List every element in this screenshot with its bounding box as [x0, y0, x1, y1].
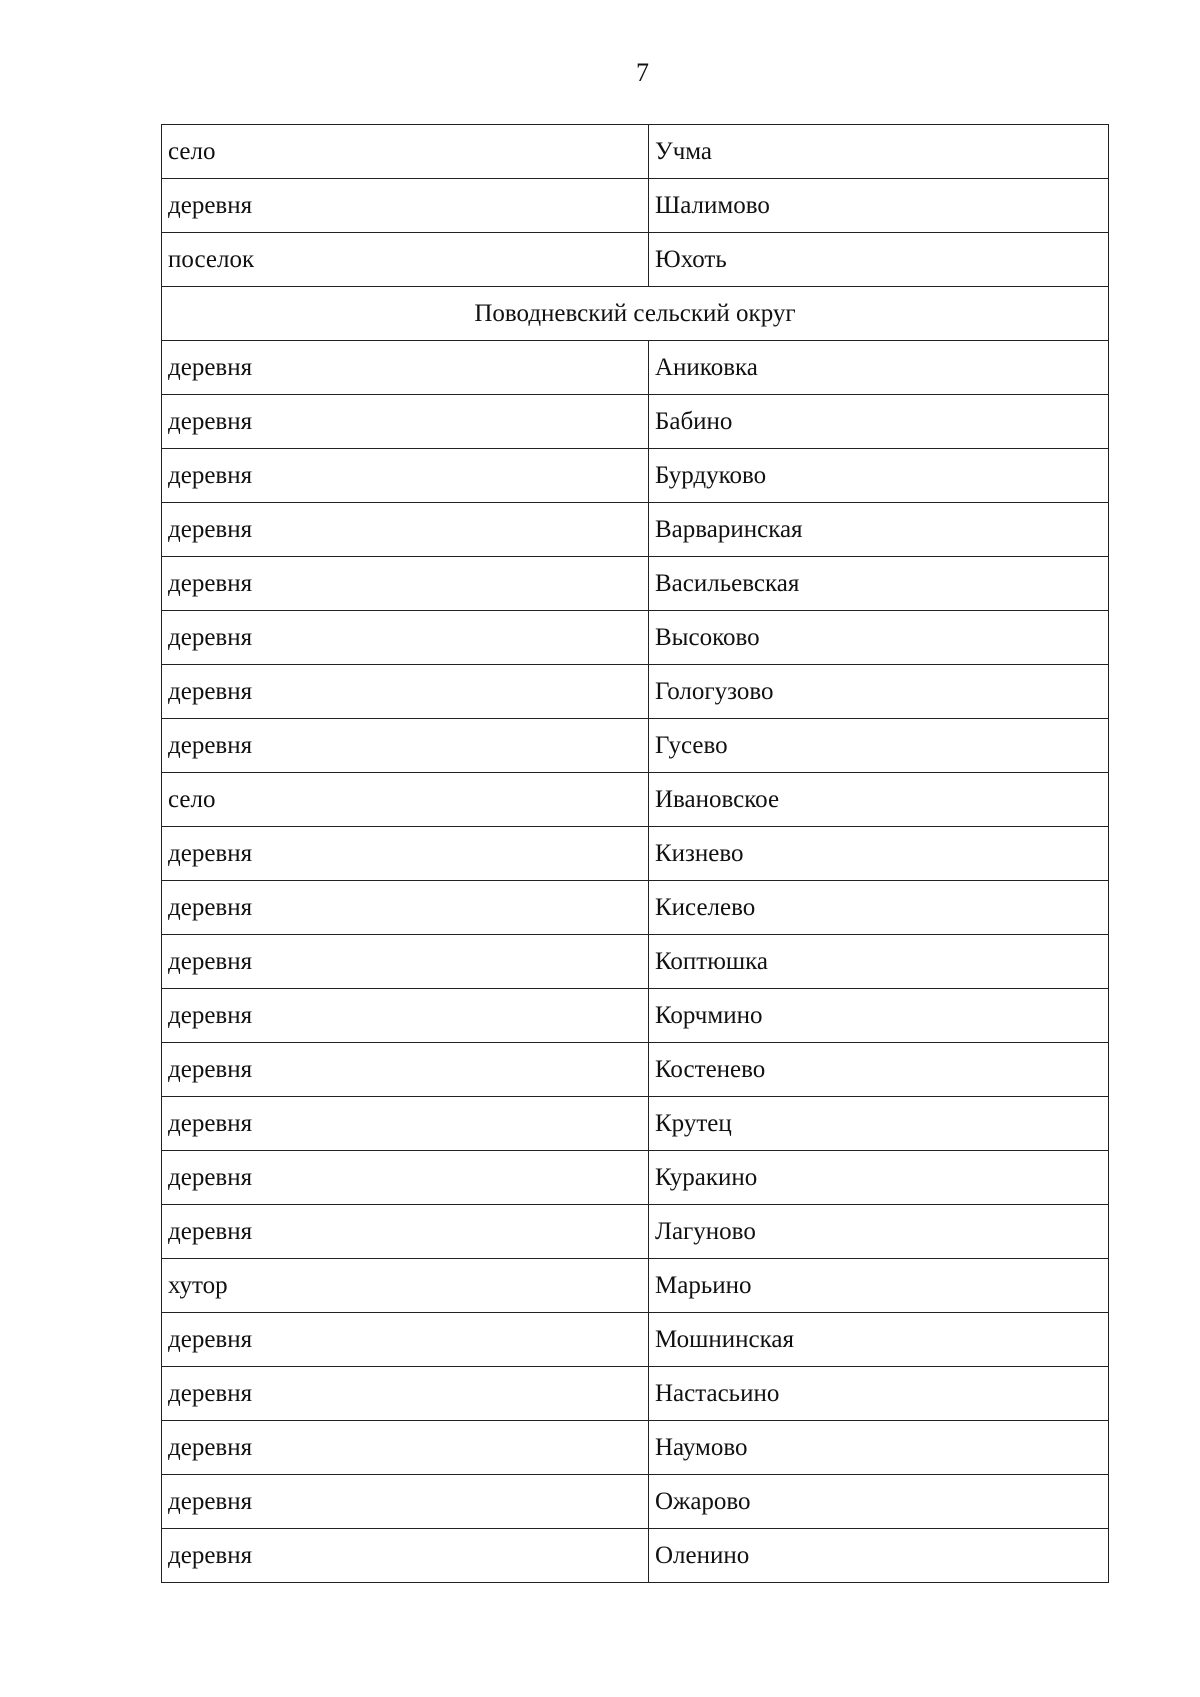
settlement-name-cell: Шалимово [649, 179, 1109, 233]
settlement-name-cell: Наумово [649, 1421, 1109, 1475]
settlement-name-cell: Коптюшка [649, 935, 1109, 989]
settlement-name-cell: Ожарово [649, 1475, 1109, 1529]
table-row [162, 395, 1109, 449]
table-row [162, 1367, 1109, 1421]
settlement-name-cell: Высоково [649, 611, 1109, 665]
settlement-name-cell: Юхоть [649, 233, 1109, 287]
table-row [162, 341, 1109, 395]
settlement-type-cell: деревня [162, 503, 649, 557]
table-row [162, 179, 1109, 233]
settlement-type-cell: деревня [162, 395, 649, 449]
settlement-type-cell: деревня [162, 1205, 649, 1259]
table-row [162, 1259, 1109, 1313]
settlement-type-cell: деревня [162, 1529, 649, 1583]
settlement-type-cell: хутор [162, 1259, 649, 1313]
table-row [162, 233, 1109, 287]
settlement-name-cell: Бабино [649, 395, 1109, 449]
settlement-type-cell: деревня [162, 1043, 649, 1097]
settlement-name-cell: Киселево [649, 881, 1109, 935]
settlement-name-cell: Марьино [649, 1259, 1109, 1313]
settlement-name-cell: Мошнинская [649, 1313, 1109, 1367]
settlement-name-cell: Корчмино [649, 989, 1109, 1043]
settlement-type-cell: деревня [162, 935, 649, 989]
settlement-name-cell: Кизнево [649, 827, 1109, 881]
table-row [162, 719, 1109, 773]
settlement-name-cell: Оленино [649, 1529, 1109, 1583]
settlement-name-cell: Ивановское [649, 773, 1109, 827]
settlement-type-cell: деревня [162, 1097, 649, 1151]
section-header-row [162, 287, 1109, 341]
settlement-type-cell: деревня [162, 827, 649, 881]
settlement-type-cell: деревня [162, 881, 649, 935]
table-row [162, 1475, 1109, 1529]
settlement-type-cell: село [162, 125, 649, 179]
settlement-type-cell: деревня [162, 611, 649, 665]
table-row [162, 989, 1109, 1043]
settlement-name-cell: Васильевская [649, 557, 1109, 611]
page-number: 7 [636, 58, 649, 87]
settlement-name-cell: Гусево [649, 719, 1109, 773]
settlement-name-cell: Крутец [649, 1097, 1109, 1151]
settlement-name-cell: Куракино [649, 1151, 1109, 1205]
section-header-cell: Поводневский сельский округ [162, 287, 1109, 341]
table-row [162, 881, 1109, 935]
settlement-name-cell: Настасьино [649, 1367, 1109, 1421]
table-row [162, 1313, 1109, 1367]
table-row [162, 557, 1109, 611]
settlement-type-cell: село [162, 773, 649, 827]
settlement-type-cell: деревня [162, 1313, 649, 1367]
table-row [162, 1205, 1109, 1259]
settlements-table [161, 124, 1109, 1583]
table-row [162, 503, 1109, 557]
settlement-type-cell: деревня [162, 557, 649, 611]
settlement-type-cell: деревня [162, 179, 649, 233]
table-row [162, 1097, 1109, 1151]
table-row [162, 1043, 1109, 1097]
settlement-type-cell: деревня [162, 449, 649, 503]
settlement-name-cell: Костенево [649, 1043, 1109, 1097]
settlement-name-cell: Варваринская [649, 503, 1109, 557]
settlement-type-cell: деревня [162, 719, 649, 773]
settlement-type-cell: поселок [162, 233, 649, 287]
table-row [162, 665, 1109, 719]
table-row [162, 827, 1109, 881]
table-row [162, 935, 1109, 989]
settlements-table-body [162, 125, 1109, 1583]
settlement-type-cell: деревня [162, 341, 649, 395]
table-row [162, 773, 1109, 827]
settlement-type-cell: деревня [162, 1151, 649, 1205]
settlement-type-cell: деревня [162, 1475, 649, 1529]
settlement-type-cell: деревня [162, 989, 649, 1043]
table-row [162, 1421, 1109, 1475]
settlement-name-cell: Аниковка [649, 341, 1109, 395]
settlement-name-cell: Лагуново [649, 1205, 1109, 1259]
table-row [162, 1151, 1109, 1205]
settlement-name-cell: Гологузово [649, 665, 1109, 719]
settlement-name-cell: Бурдуково [649, 449, 1109, 503]
settlement-name-cell: Учма [649, 125, 1109, 179]
table-row [162, 125, 1109, 179]
settlement-type-cell: деревня [162, 1367, 649, 1421]
table-row [162, 449, 1109, 503]
settlement-type-cell: деревня [162, 1421, 649, 1475]
table-row [162, 611, 1109, 665]
table-row [162, 1529, 1109, 1583]
settlement-type-cell: деревня [162, 665, 649, 719]
